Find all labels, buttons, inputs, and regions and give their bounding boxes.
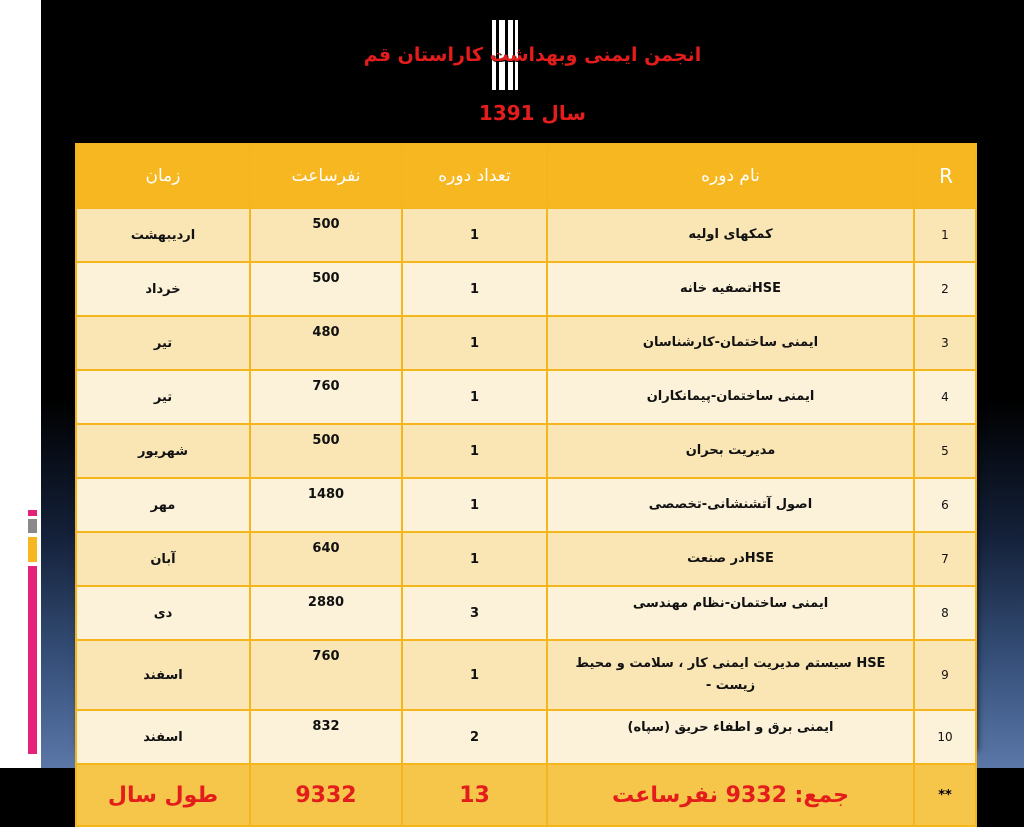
cell-hours: 500	[250, 424, 402, 478]
table-row	[76, 710, 976, 764]
cell-hours: 832	[250, 710, 402, 764]
table-total-row	[76, 764, 976, 826]
cell-time: تیر	[76, 370, 250, 424]
table-row	[76, 478, 976, 532]
cell-time: اسفند	[76, 710, 250, 764]
cell-course-name: ایمنی ساختمان-پیمانکاران	[547, 370, 914, 424]
table-row	[76, 262, 976, 316]
header-r: R	[914, 144, 976, 208]
cell-time: دی	[76, 586, 250, 640]
cell-time: مهر	[76, 478, 250, 532]
total-summary: جمع: 9332 نفرساعت	[547, 764, 914, 826]
courses-table	[75, 143, 977, 827]
total-r: **	[914, 764, 976, 826]
header-time: زمان	[76, 144, 250, 208]
table-header-row	[76, 144, 976, 208]
cell-time: تیر	[76, 316, 250, 370]
total-count: 13	[402, 764, 547, 826]
cell-count: 1	[402, 478, 547, 532]
cell-time: اسفند	[76, 640, 250, 710]
cell-hours: 500	[250, 208, 402, 262]
cell-course-name: اصول آتشنشانی-تخصصی	[547, 478, 914, 532]
cell-count: 1	[402, 262, 547, 316]
cell-count: 1	[402, 640, 547, 710]
cell-r: 4	[914, 370, 976, 424]
cell-course-name: HSEدر صنعت	[547, 532, 914, 586]
cell-count: 1	[402, 208, 547, 262]
cell-r: 10	[914, 710, 976, 764]
cell-count: 1	[402, 532, 547, 586]
courses-table-container	[75, 143, 975, 808]
cell-course-name: ایمنی ساختمان-کارشناسان	[547, 316, 914, 370]
cell-hours: 480	[250, 316, 402, 370]
cell-r: 6	[914, 478, 976, 532]
cell-course-name: مدیریت بحران	[547, 424, 914, 478]
cell-r: 9	[914, 640, 976, 710]
table-row	[76, 586, 976, 640]
header-course-count: تعداد دوره	[402, 144, 547, 208]
cell-count: 2	[402, 710, 547, 764]
cell-time: شهریور	[76, 424, 250, 478]
header-course-name: نام دوره	[547, 144, 914, 208]
accent-bar-yellow	[28, 537, 37, 562]
table-row	[76, 640, 976, 710]
cell-hours: 500	[250, 262, 402, 316]
accent-bar-pink	[28, 566, 37, 754]
cell-course-name: ایمنی برق و اطفاء حریق (سپاه)	[547, 710, 914, 764]
cell-hours: 1480	[250, 478, 402, 532]
cell-hours: 760	[250, 640, 402, 710]
accent-bar-pink-top	[28, 510, 37, 516]
slide-title: انجمن ایمنی وبهداشت کاراستان قم	[363, 44, 702, 66]
table-row	[76, 316, 976, 370]
cell-hours: 640	[250, 532, 402, 586]
cell-time: خرداد	[76, 262, 250, 316]
cell-course-name: HSEتصفیه خانه	[547, 262, 914, 316]
cell-count: 1	[402, 424, 547, 478]
cell-course-name: HSE سیستم مدیریت ایمنی کار ، سلامت و محیط زیست -	[547, 640, 914, 710]
cell-time: اردیبهشت	[76, 208, 250, 262]
table-row	[76, 532, 976, 586]
total-hours: 9332	[250, 764, 402, 826]
cell-r: 2	[914, 262, 976, 316]
cell-r: 7	[914, 532, 976, 586]
cell-count: 1	[402, 370, 547, 424]
table-row	[76, 370, 976, 424]
cell-r: 3	[914, 316, 976, 370]
cell-time: آبان	[76, 532, 250, 586]
slide-subtitle: سال 1391	[478, 101, 587, 125]
cell-r: 1	[914, 208, 976, 262]
cell-hours: 2880	[250, 586, 402, 640]
total-time: طول سال	[76, 764, 250, 826]
table-row	[76, 208, 976, 262]
cell-r: 8	[914, 586, 976, 640]
cell-r: 5	[914, 424, 976, 478]
cell-course-name: ایمنی ساختمان-نظام مهندسی	[547, 586, 914, 640]
cell-hours: 760	[250, 370, 402, 424]
cell-count: 3	[402, 586, 547, 640]
cell-course-name: کمکهای اولیه	[547, 208, 914, 262]
table-row	[76, 424, 976, 478]
cell-count: 1	[402, 316, 547, 370]
accent-bar-gray	[28, 519, 37, 533]
header-person-hours: نفرساعت	[250, 144, 402, 208]
